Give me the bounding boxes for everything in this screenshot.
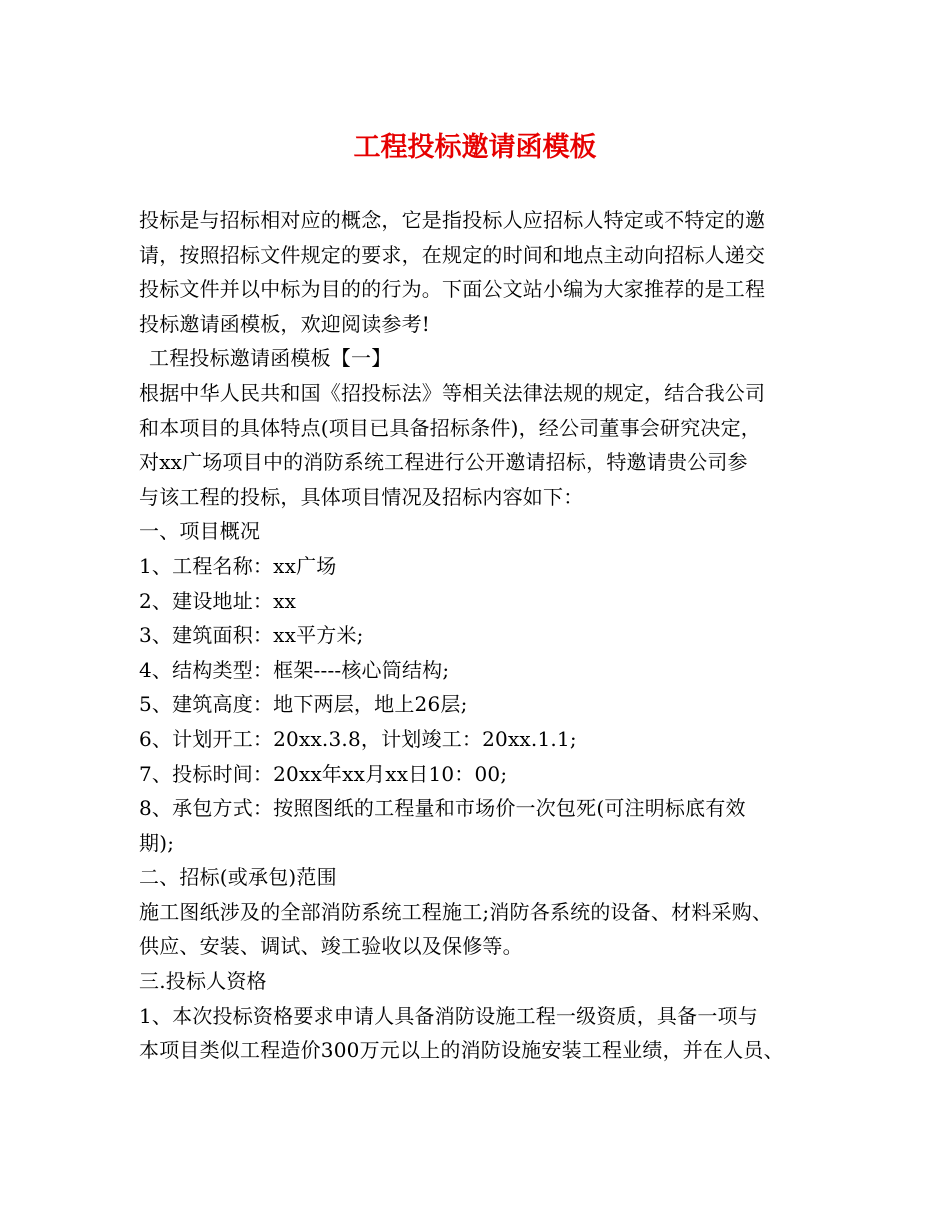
body-line: 请，按照招标文件规定的要求，在规定的时间和地点主动向招标人递交 bbox=[139, 242, 766, 267]
body-line: 和本项目的具体特点(项目已具备招标条件)，经公司董事会研究决定， bbox=[139, 415, 762, 440]
list-item: 1、本次投标资格要求申请人具备消防设施工程一级资质，具备一项与 bbox=[139, 1003, 758, 1028]
list-item: 8、承包方式：按照图纸的工程量和市场价一次包死(可注明标底有效 bbox=[139, 796, 746, 821]
body-line: 根据中华人民共和国《招投标法》等相关法律法规的规定，结合我公司 bbox=[139, 380, 766, 405]
list-item: 6、计划开工：20xx.3.8，计划竣工：20xx.1.1; bbox=[139, 726, 577, 751]
document-title: 工程投标邀请函模板 bbox=[353, 132, 597, 163]
list-item: 4、结构类型：框架----核心筒结构; bbox=[139, 657, 450, 682]
section-heading: 二、招标(或承包)范围 bbox=[139, 865, 337, 890]
list-item: 2、建设地址：xx bbox=[139, 588, 297, 613]
list-item: 3、建筑面积：xx平方米; bbox=[139, 623, 364, 648]
body-line: 供应、安装、调试、竣工验收以及保修等。 bbox=[139, 934, 523, 959]
document-body bbox=[139, 203, 829, 1068]
list-item-continuation: 本项目类似工程造价300万元以上的消防设施安装工程业绩，并在人员、 bbox=[139, 1038, 784, 1063]
body-line: 投标是与招标相对应的概念，它是指投标人应招标人特定或不特定的邀 bbox=[139, 208, 766, 232]
list-item: 7、投标时间：20xx年xx月xx日10：00; bbox=[139, 761, 508, 786]
section-heading: 一、项目概况 bbox=[139, 519, 261, 544]
body-line: 与该工程的投标，具体项目情况及招标内容如下： bbox=[139, 484, 584, 509]
section-heading: 三.投标人资格 bbox=[139, 969, 267, 994]
body-line: 投标邀请函模板，欢迎阅读参考! bbox=[139, 311, 431, 336]
list-item-continuation: 期); bbox=[139, 830, 175, 855]
body-line: 对xx广场项目中的消防系统工程进行公开邀请招标，特邀请贵公司参 bbox=[139, 450, 748, 475]
list-item: 1、工程名称：xx广场 bbox=[139, 553, 337, 578]
section-heading: 工程投标邀请函模板【一】 bbox=[149, 346, 392, 371]
body-line: 投标文件并以中标为目的的行为。下面公文站小编为大家推荐的是工程 bbox=[139, 277, 766, 302]
body-line: 施工图纸涉及的全部消防系统工程施工;消防各系统的设备、材料采购、 bbox=[139, 899, 773, 924]
list-item: 5、建筑高度：地下两层，地上26层; bbox=[139, 692, 468, 717]
